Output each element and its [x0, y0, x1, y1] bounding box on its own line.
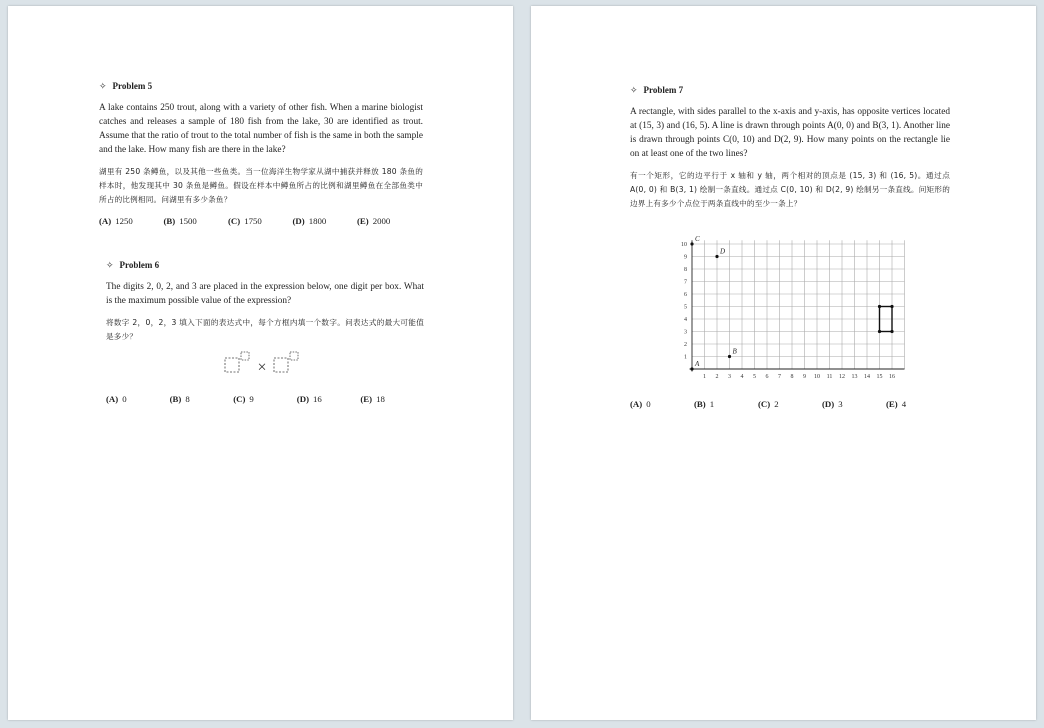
answer-choice-c[interactable] — [758, 397, 822, 411]
y-tick-label: 3 — [684, 329, 687, 336]
point-label: C — [695, 235, 700, 243]
choice-label: (D) — [822, 399, 835, 409]
document-page-right — [531, 6, 1036, 720]
problem-text-english: A lake contains 250 trout, along with a variety of other fish. When a marine biologist catches and releases a sample of 180 fish from the lake, 30 are identified as trout. Assume that the ratio of trout to the total number of fish is the same in both the sample and the lake. How many fish are there in the lake? — [99, 103, 423, 155]
point-c — [690, 242, 693, 245]
choice-label: (E) — [360, 394, 373, 404]
answer-choice-c[interactable] — [233, 392, 297, 406]
answer-choices — [99, 214, 423, 228]
answer-choice-d[interactable] — [822, 397, 886, 411]
choice-label: (A) — [106, 394, 119, 404]
rectangle-vertex — [878, 305, 881, 308]
choice-value: 2 — [774, 399, 779, 409]
choice-label: (D) — [296, 394, 309, 404]
y-tick-label: 1 — [684, 354, 687, 361]
x-tick-label: 10 — [814, 374, 820, 380]
choice-value: 2000 — [372, 216, 391, 226]
choice-label: (E) — [886, 399, 898, 409]
choice-value: 4 — [901, 399, 907, 409]
choice-label: (A) — [99, 216, 112, 226]
coordinate-graph — [630, 223, 950, 391]
answer-choice-e[interactable] — [360, 392, 424, 406]
problem-5 — [99, 79, 423, 228]
choice-value: 9 — [249, 394, 254, 404]
choice-label: (C) — [228, 216, 241, 226]
answer-choice-b[interactable] — [694, 397, 758, 411]
choice-value: 8 — [185, 394, 190, 404]
base-box-1 — [225, 358, 239, 372]
x-tick-label: 8 — [790, 374, 794, 380]
answer-choice-e[interactable] — [886, 397, 950, 411]
problem-title-text: Problem 5 — [112, 81, 153, 91]
multiply-operator: × — [257, 359, 267, 376]
x-tick-label: 3 — [728, 374, 731, 380]
x-tick-label: 14 — [864, 374, 870, 380]
x-tick-label: 11 — [826, 374, 833, 380]
sparkle-icon: ✧ — [106, 260, 114, 270]
y-tick-label: 5 — [684, 304, 687, 311]
y-tick-label: 8 — [684, 267, 687, 273]
x-tick-label: 12 — [839, 374, 845, 380]
problem-text-chinese: 将数字 2，0，2，3 填入下面的表达式中，每个方框内填一个数字。问表达式的最大可能值是多少？ — [106, 318, 424, 341]
rectangle-vertex — [890, 330, 893, 333]
point-b — [728, 355, 731, 358]
x-tick-label: 16 — [889, 374, 895, 380]
choice-value: 1500 — [179, 216, 197, 226]
choice-label: (B) — [163, 216, 176, 226]
base-box-2 — [274, 358, 288, 372]
problem-title — [630, 83, 950, 97]
exponent-box-2 — [290, 352, 298, 360]
y-tick-label: 7 — [684, 279, 687, 286]
x-tick-label: 9 — [803, 374, 806, 380]
choice-label: (C) — [233, 394, 246, 404]
x-tick-label: 4 — [740, 374, 744, 380]
exponent-box-1 — [241, 352, 249, 360]
problem-title-text: Problem 7 — [643, 85, 684, 95]
graph-container — [630, 223, 950, 391]
y-tick-label: 9 — [684, 254, 687, 261]
point-label: D — [720, 247, 726, 256]
y-tick-label: 2 — [684, 342, 687, 348]
y-tick-label: 10 — [681, 242, 687, 248]
choice-label: (C) — [758, 399, 771, 409]
problem-6 — [106, 258, 424, 406]
point-label: A — [695, 360, 700, 368]
choice-value: 16 — [313, 394, 322, 404]
rectangle-vertex — [878, 330, 881, 333]
y-tick-label: 6 — [684, 292, 687, 298]
x-tick-label: 1 — [703, 374, 706, 380]
problem-text-english: The digits 2, 0, 2, and 3 are placed in the expression below, one digit per box. What is the maximum possible value of the expression? — [106, 282, 424, 306]
problem-text-chinese: 湖里有 250 条鳟鱼，以及其他一些鱼类。当一位海洋生物学家从湖中捕获并释放 180 条鱼的样本时，他发现其中 30 条鱼是鳟鱼。假设在样本中鳟鱼所占的比例和湖里鳟鱼在全部鱼类中所占的比例相同。问湖里有多少条鱼？ — [99, 167, 423, 204]
expression-figure — [106, 351, 424, 384]
choice-label: (B) — [169, 394, 182, 404]
rectangle-vertex — [890, 305, 893, 308]
answer-choices — [630, 397, 950, 411]
sparkle-icon: ✧ — [630, 85, 638, 95]
x-tick-label: 15 — [876, 374, 883, 380]
answer-choice-a[interactable] — [630, 397, 694, 411]
answer-choice-a[interactable] — [99, 214, 164, 228]
choice-label: (B) — [694, 399, 706, 409]
choice-value: 3 — [838, 399, 843, 409]
sparkle-icon: ✧ — [99, 81, 107, 91]
x-tick-label: 6 — [765, 374, 769, 380]
choice-value: 18 — [376, 394, 385, 404]
point-a — [690, 367, 693, 370]
choice-value: 1250 — [115, 216, 133, 226]
answer-choices — [106, 392, 424, 406]
problem-title — [106, 258, 424, 272]
choice-value: 0 — [122, 394, 127, 404]
point-label: B — [732, 347, 737, 356]
answer-choice-a[interactable] — [106, 392, 170, 406]
answer-choice-d[interactable] — [293, 214, 358, 228]
problem-7 — [630, 83, 950, 411]
choice-value: 1800 — [308, 216, 327, 226]
document-page-left — [8, 6, 513, 720]
choice-label: (D) — [292, 216, 305, 226]
choice-label: (E) — [357, 216, 369, 226]
choice-value: 1 — [709, 399, 715, 409]
problem-title — [99, 79, 423, 93]
answer-choice-b[interactable] — [164, 214, 229, 228]
x-tick-label: 7 — [778, 374, 781, 380]
answer-choice-b[interactable] — [170, 392, 234, 406]
problem-text-chinese: 有一个矩形，它的边平行于 x 轴和 y 轴，两个相对的顶点是 (15, 3) 和 (16, 5)。通过点 A(0, 0) 和 B(3, 1) 绘制一条直线。通过点 C(0, 10) 和 D(2, 9) 绘制另一条直线。问矩形的边界上有多少个点位于两条直线中的至少一条上？ — [630, 171, 950, 208]
y-tick-label: 4 — [684, 317, 687, 323]
choice-value: 0 — [646, 399, 651, 409]
problem-text-english: A rectangle, with sides parallel to the x-axis and y-axis, has opposite vertices located at (15, 3) and (16, 5). A line is drawn through points A(0, 0) and B(3, 1). Another line is drawn through points C(0, 10) and D(2, 9). How many points on the rectangle lie on at least one of the two lines? — [630, 107, 950, 159]
x-tick-label: 13 — [851, 374, 858, 380]
answer-choice-e[interactable] — [357, 214, 422, 228]
x-tick-label: 5 — [753, 374, 756, 380]
choice-label: (A) — [630, 399, 643, 409]
answer-choice-c[interactable] — [228, 214, 293, 228]
x-tick-label: 2 — [715, 374, 719, 380]
problem-title-text: Problem 6 — [119, 260, 160, 270]
answer-choice-d[interactable] — [297, 392, 361, 406]
point-d — [715, 255, 718, 258]
expression-boxes-figure — [220, 351, 310, 379]
choice-value: 1750 — [244, 216, 262, 226]
